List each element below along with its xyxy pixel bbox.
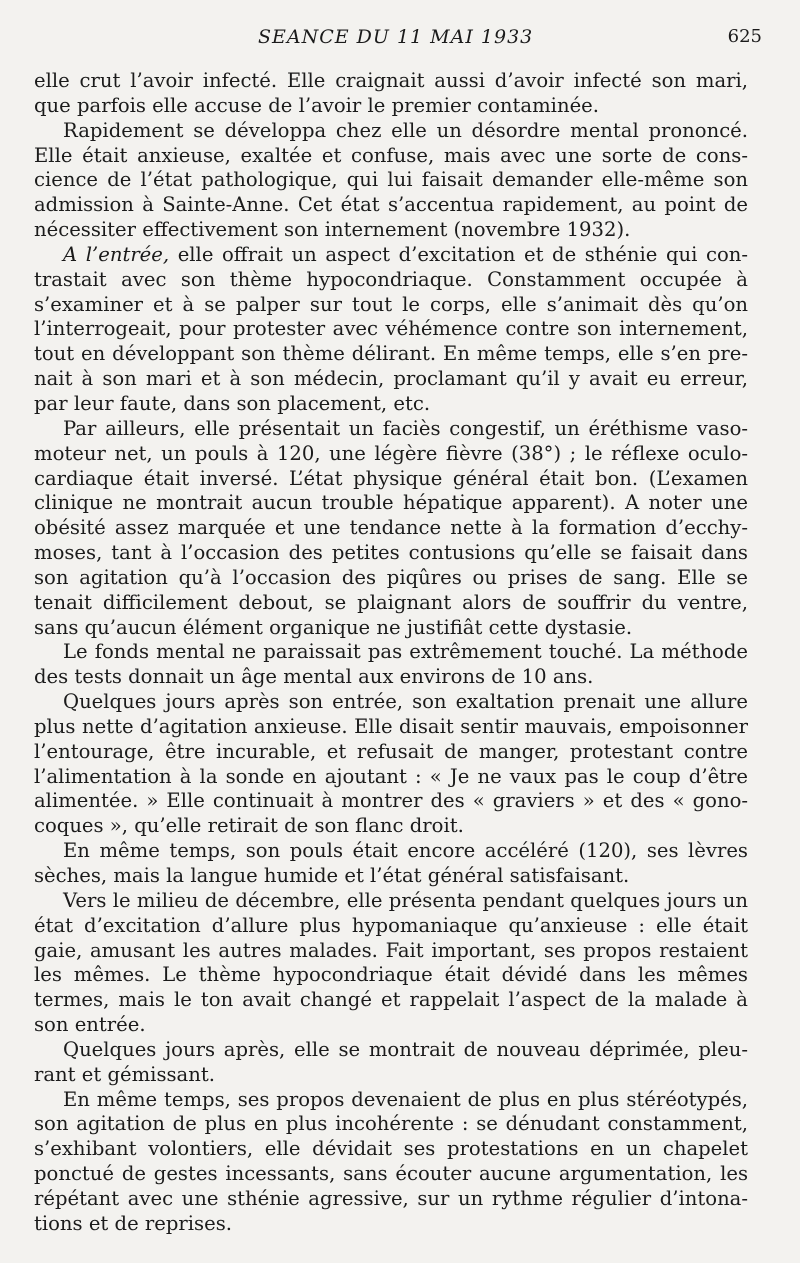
running-header (0, 26, 800, 56)
paragraph-4: Par ailleurs, elle présentait un faciès congestif, un éréthisme vasomoteur net, un pouls à 120, une légère fièvre (38°) ; le réflexe oculocardiaque était inversé. L’état physique général était bon. (L’examen clinique ne montrait aucun trouble hépatique apparent). A noter une obésité assez marquée et une tendance nette à la formation d’ecchymoses, tant à l’occasion des petites contusions qu’elle se faisait dans son agitation qu’à l’occasion des piqûres ou prises de sang. Elle se tenait difficilement debout, se plaignant alors de souffrir du ventre, sans qu’aucun élément organique ne justifiât cette dystasie. (34, 416, 748, 639)
paragraph-7: En même temps, son pouls était encore accéléré (120), ses lèvres sèches, mais la langue humide et l’état général satisfaisant. (34, 839, 748, 887)
paragraph-9: Quelques jours après, elle se montrait de nouveau déprimée, pleurant et gémissant. (34, 1037, 748, 1086)
paragraph-2: Rapidement se développa chez elle un désordre mental prononcé. Elle était anxieuse, exaltée et confuse, mais avec une sorte de conscience de l’état pathologique, qui lui faisait demander elle-même son admission à Sainte-Anne. Cet état s’accentua rapidement, au point de nécessiter effectivement son internement (novembre 1932). (34, 118, 748, 242)
header-title: SEANCE DU 11 MAI 1933 (258, 26, 534, 48)
paragraph-10: En même temps, ses propos devenaient de plus en plus stéréotypés, son agitation de plus en plus incohérente : se dénudant constamment, s’exhibant volontiers, elle dévidait ses protestations en un chapelet ponctué de gestes incessants, sans écouter aucune argumentation, les répétant avec une sthénie agressive, sur un rythme régulier d’intonations et de reprises. (34, 1087, 748, 1235)
paragraph-6: Quelques jours après son entrée, son exaltation prenait une allure plus nette d’agitation anxieuse. Elle disait sentir mauvais, empoisonner l’entourage, être incurable, et refusait de manger, protestant contre l’alimentation à la sonde en ajoutant : « Je ne vaux pas le coup d’être alimentée. » Elle continuait à montrer des « graviers » et des « gonocoques », qu’elle retirait de son flanc droit. (34, 690, 748, 838)
paragraph-5: Le fonds mental ne paraissait pas extrêmement touché. La méthode des tests donnait un âge mental aux environs de 10 ans. (34, 640, 748, 689)
paragraph-8: Vers le milieu de décembre, elle présenta pendant quelques jours un état d’excitation d’allure plus hypomaniaque qu’anxieuse : elle était gaie, amusant les autres malades. Fait important, ses propos restaient les mêmes. Le thème hypocondriaque était dévidé dans les mêmes termes, mais le ton avait changé et rappelait l’aspect de la malade à son entrée. (34, 888, 748, 1037)
body-text (34, 69, 748, 1237)
paragraph-3: A l’entrée, elle offrait un aspect d’excitation et de sthénie qui contrastait avec son thème hypocondriaque. Constamment occupée à s’examiner et à se palper sur tout le corps, elle s’animait dès qu’on l’interrogeait, pour protester avec véhémence contre son internement, tout en développant son thème délirant. En même temps, elle s’en prenait à son mari et à son médecin, proclamant qu’il y avait eu erreur, par leur faute, dans son placement, etc. (34, 242, 748, 415)
paragraph-1: elle crut l’avoir infecté. Elle craignait aussi d’avoir infecté son mari, que parfois elle accuse de l’avoir le premier contaminée. (34, 69, 748, 117)
paragraph-lead-italic: A l’entrée, (63, 242, 170, 266)
page-number: 625 (727, 26, 762, 47)
